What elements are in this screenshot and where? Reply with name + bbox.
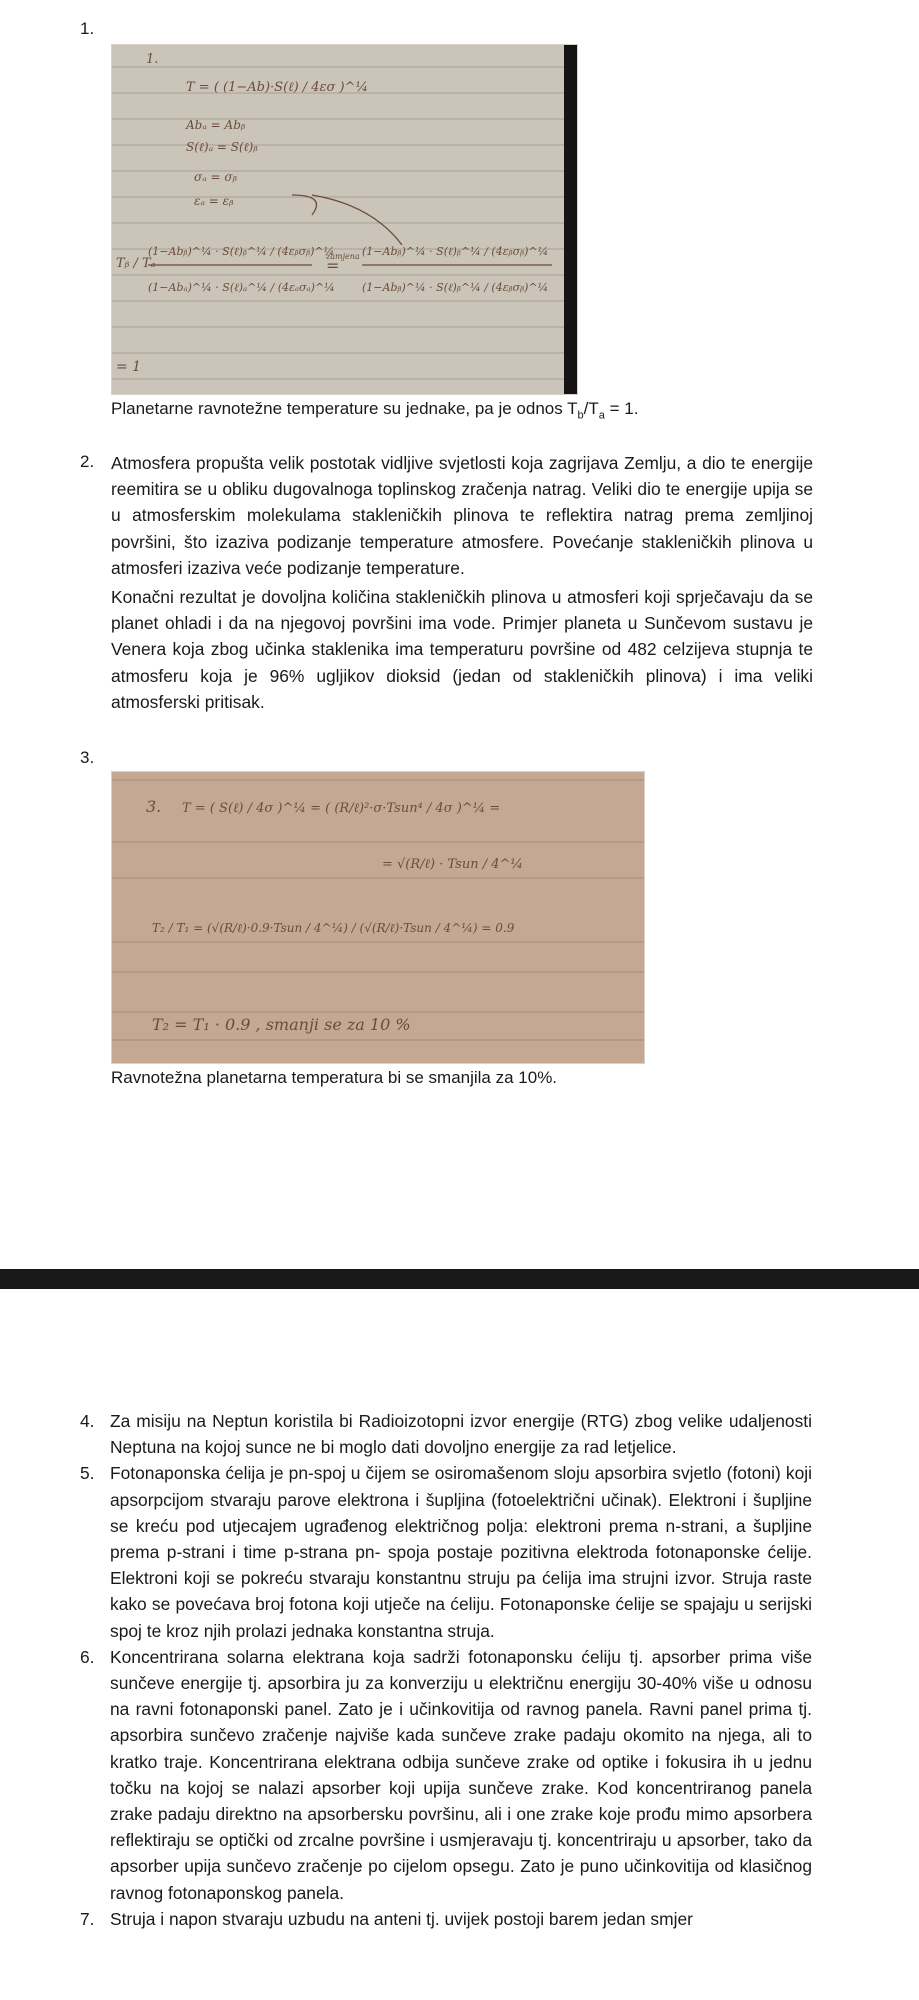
question-number-3: 3. (80, 748, 95, 767)
hw-eq-ratio: T₂ / T₁ = (√(R/ℓ)·0.9·Tsun / 4^¼) / (√(R/ℓ)·Tsun / 4^¼) = 0.9 (152, 921, 515, 935)
hw-label-1: 1. (146, 52, 159, 67)
answer-number: 4. (80, 1411, 95, 1431)
hw-eq-temperature: T = ( S(ℓ) / 4σ )^¼ = ( (R/ℓ)²·σ·Tsun⁴ / 4σ )^¼ = (182, 801, 501, 816)
answer-number: 5. (80, 1463, 95, 1484)
hw-label-3: 3. (146, 797, 162, 816)
q3-caption: Ravnotežna planetarna temperatura bi se smanjila za 10%. (111, 1068, 558, 1087)
hw-sigma-equal: σₐ = σᵦ (194, 170, 237, 184)
answer-text: Fotonaponska ćelija je pn-spoj u čijem se osiromašenom sloju apsorbira svjetlo (fotoni) koji apsorpcijom stvaraju parove elektrona i šupljina (fotoelektrični učinak). Elektroni i šupljine se kreću pod utjecajem ugrađenog električnog polja: elektroni prema n-strani, a šupljine prema p-strani i time p-strana pn- spoja postaje pozitivna elektroda fotonaponske ćelije. Elektroni koji se pokreću stvaraju konstantnu struju pa ćelija ima strujni izvor. Struja raste kako se povećava broj fotona koji utječe na ćeliju. Fotonaponske ćelije se spajaju u serijski spoj te kroz njih prolazi jednaka konstantna struja. (110, 1463, 812, 1641)
hw-ratio-numerator: (1−Abᵦ)^¼ · S(ℓ)ᵦ^¼ / (4εᵦσᵦ)^¼ (148, 245, 335, 258)
hw-albedo-equal: Abₐ = Abᵦ (186, 118, 246, 132)
hw-formula-T: T = ( (1−Ab)·S(ℓ) / 4εσ )^¼ (186, 80, 369, 95)
answer-item (80, 1408, 812, 1460)
question-number-2: 2. (80, 452, 95, 471)
answer-number: 6. (80, 1646, 95, 1667)
answer-item (80, 1906, 812, 1932)
answer-item (80, 1460, 812, 1643)
hw-ratio-left: Tᵦ / Tₐ (116, 256, 156, 271)
answers-list (80, 1408, 812, 1932)
svg-text:=: = (326, 256, 340, 275)
hw-flux-equal: S(ℓ)ₐ = S(ℓ)ᵦ (186, 140, 258, 154)
handwritten-solution-photo-1 (111, 44, 578, 395)
hw-result: = 1 (116, 359, 142, 375)
hw-note-substitution: zamjena (326, 252, 360, 261)
hw-ratio-right-numerator: (1−Abᵦ)^¼ · S(ℓ)ᵦ^¼ / (4εᵦσᵦ)^¼ (362, 245, 549, 258)
hw-ratio-right-denominator: (1−Abᵦ)^¼ · S(ℓ)ᵦ^¼ / (4εᵦσᵦ)^¼ (362, 281, 549, 294)
q2-paragraph-1: Atmosfera propušta velik postotak vidljive svjetlosti koja zagrijava Zemlju, a dio te energije reemitira se u obliku dugovalnoga toplinskog zračenja natrag. Veliki dio te energije upija se u atmosferskim molekulama stakleničkih plinova te reflektira natrag prema zemljinoj površini, što izaziva podizanje temperature atmosfere. Povećanje stakleničkih plinova u atmosferi izaziva veće podizanje temperature. (111, 453, 813, 578)
hw-epsilon-equal: εₐ = εᵦ (194, 194, 234, 208)
answer-text: Struja i napon stvaraju uzbudu na anteni tj. uvijek postoji barem jedan smjer (110, 1908, 693, 1929)
hw-eq-simplified: = √(R/ℓ) · Tsun / 4^¼ (382, 857, 523, 872)
question-number-1: 1. (80, 19, 95, 38)
handwritten-solution-photo-3 (111, 771, 645, 1064)
answer-item (80, 1644, 812, 1906)
hw-ratio-denominator: (1−Abₐ)^¼ · S(ℓ)ₐ^¼ / (4εₐσₐ)^¼ (148, 281, 335, 294)
hw-eq-result: T₂ = T₁ · 0.9 , smanji se za 10 % (152, 1015, 411, 1034)
page-separator (0, 1269, 919, 1289)
q1-caption: Planetarne ravnotežne temperature su jednake, pa je odnos $T_b/T_a = 1$. (111, 399, 639, 422)
q2-paragraph-2: Konačni rezultat je dovoljna količina stakleničkih plinova u atmosferi koji sprječavaju da se planet ohladi i da na njegovoj površini ima vode. Primjer planeta u Sunčevom sustavu je Venera koja zbog učinka staklenika ima temperaturu površine od 482 celzijeva stupnja te atmosferu koja je 96% ugljikov dioksid (jedan od stakleničkih plinova) i ima veliki atmosferski pritisak. (111, 587, 813, 712)
answer-number: 7. (80, 1908, 95, 1929)
answer-text: Koncentrirana solarna elektrana koja sadrži fotonaponsku ćeliju tj. apsorber prima više sunčeve energije tj. apsorbira ju za konverziju u električnu energiju 30-40% više u odnosu na ravni fotonaponski panel. Zato je i učinkovitija od ravnog panela. Ravni panel prima tj. apsorbira sunčevo zračenje najviše kada sunčeve zrake padaju okomito na njega, ali to kratko traje. Koncentrirana elektrana odbija sunčeve zrake od optike i fokusira ih u jednu točku na kojoj se nalazi apsorber koji upija sunčeve zrake. Kod koncentriranog panela zrake padaju direktno na apsorbersku površinu, ali i one zrake koje prođu mimo apsorbera reflektiraju se optički od zrcalne površine i usmjeravaju tj. koncentriraju u apsorber, tako da apsorber upija sunčevo zračenje po cijelom opsegu. Zato je puno učinkovitija od klasičnog ravnog fotonaponskog panela. (110, 1646, 812, 1903)
answer-text: Za misiju na Neptun koristila bi Radioizotopni izvor energije (RTG) zbog velike udaljenosti Neptuna na kojoj sunce ne bi moglo dati dovoljno energije za rad letjelice. (110, 1411, 812, 1458)
